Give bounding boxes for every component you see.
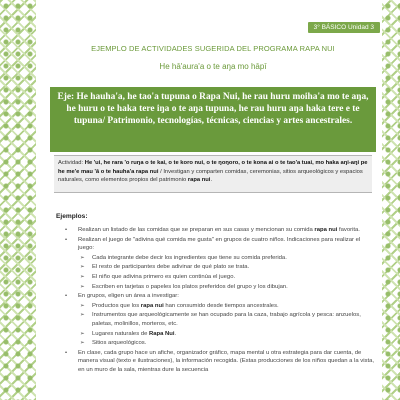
sub-list-item (56, 311, 376, 328)
sub-list-item-text: Escriben en tarjetas o papeles los platos preferidos del grupo y los dibujan. (92, 283, 288, 290)
list-item (56, 236, 376, 253)
activity-spanish-text: / Investigan y comparten comidas, ceremonias, sitios arqueológicos y espacios naturales, como elementos propios del patrimonio (58, 168, 363, 184)
examples-list (56, 226, 376, 376)
list-item-text: Realizan el juego de "adivina qué comida me gusta" en grupos de cuatro niños. Indicaciones para realizar el juego: (78, 236, 361, 252)
unit-badge: 3° BÁSICO Unidad 3 (308, 22, 380, 33)
sub-list-item-text: . (174, 330, 177, 337)
activity-keyword: rapa nui (187, 177, 211, 184)
sub-list-item-keyword: rapa nui (140, 302, 164, 309)
activity-label: Actividad: (58, 160, 84, 166)
eje-text: Eje: He hauha'a, he tao'a tupuna o Rapa Nui, he rau huru moiha'a mo te aŋa, he huru o te haka tere iŋa o te aŋa tupuna, he rau huru aŋa haka tere e te tupuna/ Patrimonio, tecnologías, técnicas, ciencias y artes ancestrales. (57, 92, 369, 126)
sub-list-item-text: El niño que adivina primero es quien continúa el juego. (92, 273, 236, 280)
page-title: EJEMPLO DE ACTIVIDADES SUGERIDA DEL PROGRAMA RAPA NUI (91, 44, 335, 53)
list-item (56, 226, 376, 235)
sub-list-item (56, 339, 376, 348)
eje-box (50, 87, 376, 152)
sub-list-item-text: Sitios arqueológicos. (92, 340, 147, 347)
activity-box (54, 155, 372, 193)
activity-end: . (210, 177, 213, 184)
sub-list-item-text: Productos que los (92, 302, 140, 309)
sub-list-item-text: Instrumentos que arqueológicamente se han ocupado para la caza, trabajo agrícola y pesca: anzuelos, paletas, molinillos, morteros, etc. (92, 312, 361, 327)
sub-list-item-text: Cada integrante debe decir los ingredientes que tiene su comida preferida. (92, 254, 287, 261)
page-subtitle: He hā'aura'a o te aŋa mo hāpī (159, 62, 267, 71)
sub-list-item-text: han consumido desde tiempos ancestrales. (165, 302, 279, 309)
decorative-right-border (382, 0, 400, 400)
list-item (56, 349, 376, 375)
sub-list-item (56, 283, 376, 292)
sub-list-item (56, 330, 376, 339)
sub-list-item-text: El resto de participantes debe adivinar de qué plato se trata. (92, 264, 250, 271)
list-item-text: En clase, cada grupo hace un afiche, organizador gráfico, mapa mental u otra estrategia para dar cuenta, de manera visual (texto e ilustraciones), la información recogida. (Estas producciones de los niños quedan a la vista, en un muro de la sala, mientras dure la secuencia (78, 349, 374, 373)
sub-list-item-keyword: Rapa Nui (149, 330, 175, 337)
list-item-text: En grupos, eligen un área a investigar: (78, 293, 179, 300)
sub-list-item (56, 254, 376, 263)
examples-heading: Ejemplos: (56, 213, 88, 220)
list-item-text: Realizan un listado de las comidas que se preparan en sus casas y mencionan su comida (78, 227, 313, 233)
sub-list-item-text: Lugares naturales de (92, 330, 148, 337)
decorative-left-border (0, 0, 36, 400)
list-item-keyword: rapa nui (314, 227, 338, 233)
sub-list-item (56, 273, 376, 282)
sub-list-item (56, 302, 376, 311)
activity-rapanui-text: He 'ui, he rara 'o ruŋa o te kai, o te koro nui, o te ŋoŋoro, o te kona ai o te tao'a tuai, mo haka aŋi-aŋi pe he me'e mau 'ā o te hauha'a rapa nui (58, 160, 368, 175)
list-item (56, 292, 376, 301)
list-item-text: favorita. (338, 227, 360, 233)
sub-list-item (56, 263, 376, 272)
